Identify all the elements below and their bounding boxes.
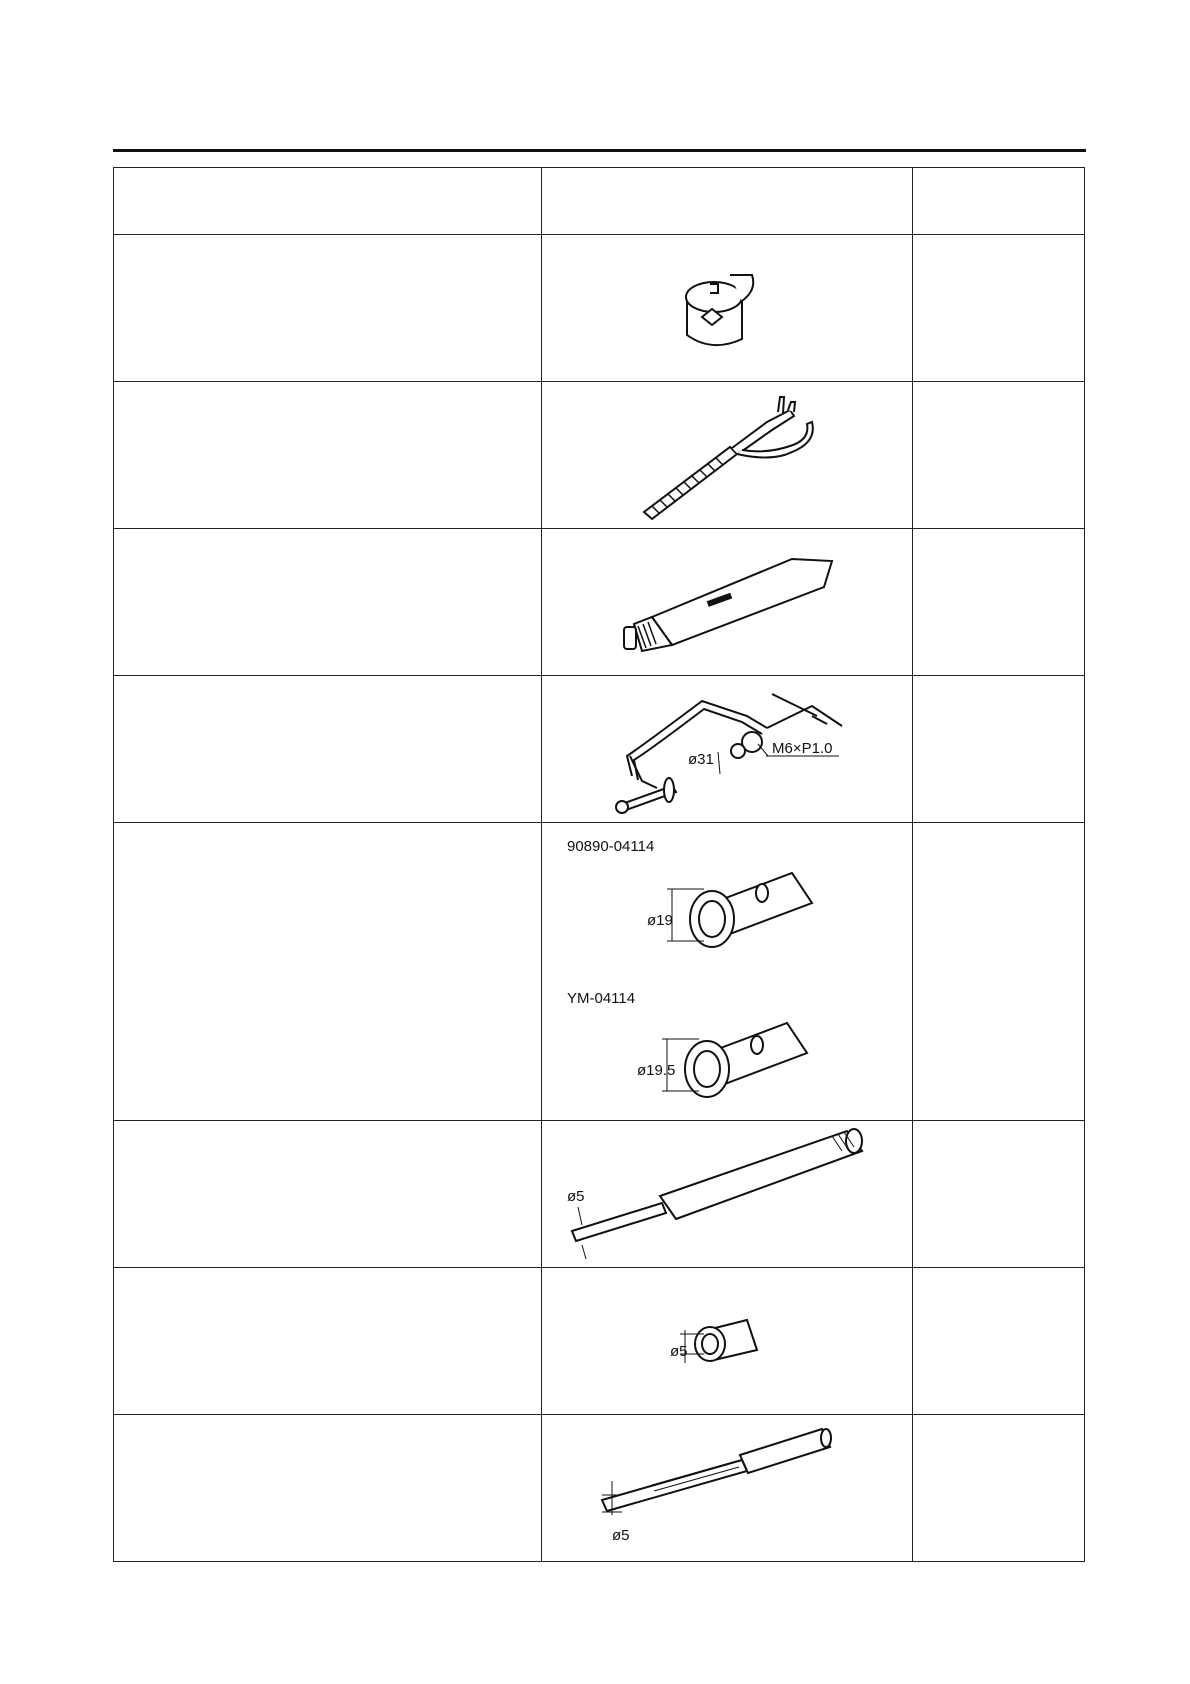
reference-cell bbox=[913, 382, 1085, 529]
reference-cell bbox=[913, 676, 1085, 823]
illustration-cell bbox=[542, 823, 913, 1121]
table-row bbox=[114, 1268, 1085, 1415]
tool-name-cell bbox=[114, 529, 542, 676]
table-row bbox=[114, 676, 1085, 823]
dimension-label: ø5 bbox=[612, 1527, 630, 1544]
table-row bbox=[114, 382, 1085, 529]
valve-spring-attachment-icon bbox=[542, 823, 913, 1120]
table-row bbox=[114, 235, 1085, 382]
valve-guide-installer-icon bbox=[542, 1268, 913, 1414]
illustration-cell bbox=[542, 529, 913, 676]
dimension-label: ø5 bbox=[567, 1188, 585, 1205]
thread-label: M6×P1.0 bbox=[772, 740, 833, 757]
tool-name-cell bbox=[114, 676, 542, 823]
tool-name-cell bbox=[114, 235, 542, 382]
table-row bbox=[114, 529, 1085, 676]
reference-cell bbox=[913, 235, 1085, 382]
tool-name-cell bbox=[114, 1415, 542, 1562]
illustration-cell bbox=[542, 382, 913, 529]
illustration-cell bbox=[542, 1268, 913, 1415]
dimension-label: ø19.5 bbox=[637, 1062, 676, 1079]
part-number: YM-04114 bbox=[567, 990, 636, 1007]
illustration-cell bbox=[542, 1121, 913, 1268]
header-cell-illustration bbox=[542, 168, 913, 235]
valve-guide-reamer-icon bbox=[542, 1415, 913, 1561]
tool-name-cell bbox=[114, 382, 542, 529]
reference-cell bbox=[913, 823, 1085, 1121]
header-cell-name bbox=[114, 168, 542, 235]
part-number: 90890-04114 bbox=[567, 838, 655, 855]
valve-guide-remover-icon bbox=[542, 1121, 913, 1267]
illustration-cell bbox=[542, 676, 913, 823]
header-rule bbox=[113, 149, 1086, 152]
table-row bbox=[114, 1415, 1085, 1562]
reference-cell bbox=[913, 1268, 1085, 1415]
dimension-label: ø19 bbox=[647, 912, 673, 929]
table-header-row bbox=[114, 168, 1085, 235]
reference-cell bbox=[913, 529, 1085, 676]
dimension-label: ø5 bbox=[670, 1343, 688, 1360]
tool-name-cell bbox=[114, 823, 542, 1121]
dimension-label: ø31 bbox=[688, 751, 714, 768]
special-tools-table bbox=[113, 167, 1085, 1562]
tool-name-cell bbox=[114, 1268, 542, 1415]
valve-spring-compressor-icon bbox=[542, 676, 913, 822]
socket-nut-icon bbox=[542, 235, 913, 381]
header-cell-reference bbox=[913, 168, 1085, 235]
reference-cell bbox=[913, 1415, 1085, 1562]
grease-tube-icon bbox=[542, 529, 913, 675]
illustration-cell bbox=[542, 1415, 913, 1562]
illustration-cell bbox=[542, 235, 913, 382]
tool-name-cell bbox=[114, 1121, 542, 1268]
reference-cell bbox=[913, 1121, 1085, 1268]
table-row bbox=[114, 1121, 1085, 1268]
pliers-holder-icon bbox=[542, 382, 913, 528]
table-row bbox=[114, 823, 1085, 1121]
